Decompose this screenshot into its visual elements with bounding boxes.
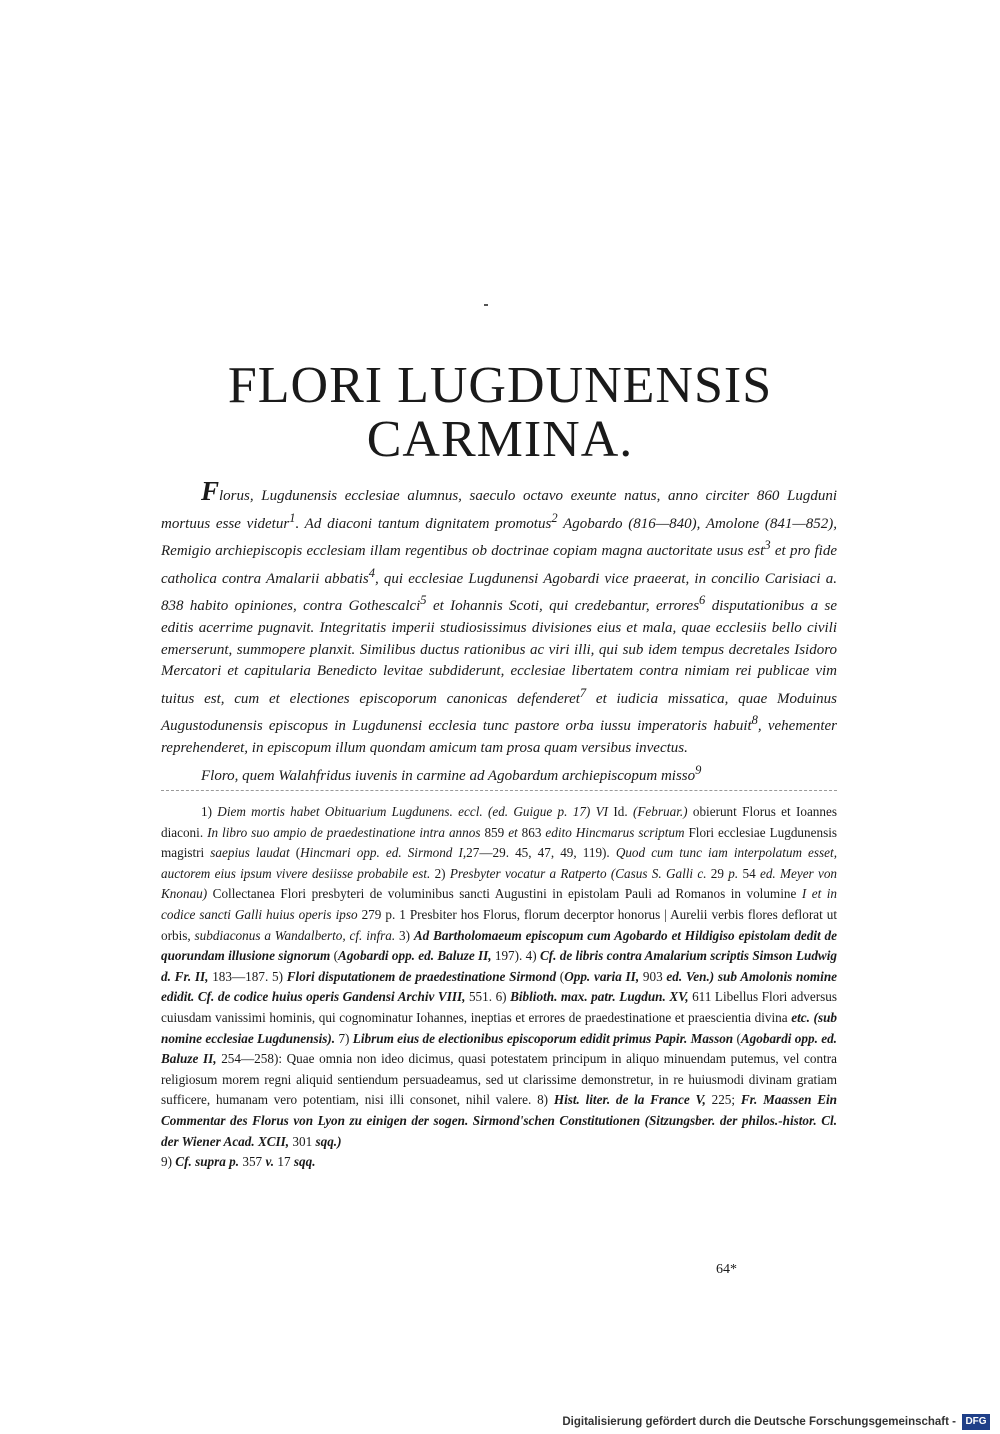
footnote-text: 551.: [465, 989, 493, 1005]
footnote-number: 6): [492, 989, 511, 1005]
introduction: [161, 476, 838, 787]
footnote-text: 54: [738, 865, 760, 881]
footnote-text: Collectanea Flori presbyteri de voluminibus sancti Augustini in epistolam Pauli ad Romanos in volumine: [207, 886, 802, 902]
drop-initial: F: [201, 476, 220, 506]
footnote-text: Cf. de libris contra Amalarium scriptis Simson Ludwig d. Fr. II,: [161, 948, 837, 984]
footnote-text: obierunt Florus et Ioannes diaconi.: [161, 804, 837, 840]
footnote-text: subdiaconus a Wandalberto, cf. infra.: [194, 927, 396, 943]
footnote-text: Diem mortis habet Obituarium Lugdunens. eccl. (ed. Guigue p. 17) VI: [217, 804, 609, 819]
footnote-text: Biblioth. max. patr. Lugdun. XV,: [510, 989, 689, 1005]
footnote-ref[interactable]: 4: [368, 565, 375, 580]
footnote-text: sqq.): [315, 1133, 342, 1149]
footnote-number: 9): [161, 1154, 176, 1170]
footnote-text: 254—258): Quae omnia non ideo dicimus, quasi potestatem principum in aliquo minuendam putemus, vel contra religiosum morem regni aliquid sentiendum persuadeamus, sed ut clarissime demonstretur, in re huiusmodi divinam gratiam sufficere, humanam vero potentiam, nisi illi consonet, nihil valere.: [161, 1051, 837, 1108]
footnote-text: 357: [239, 1154, 266, 1170]
footnote-text: Flori disputationem de praedestinatione Sirmond: [286, 968, 557, 984]
digitization-credit: Digitalisierung gefördert durch die Deutsche Forschungsgemeinschaft -: [562, 1416, 956, 1428]
footnote-text: et: [508, 824, 518, 840]
stray-mark: [484, 304, 488, 306]
intro-text: lorus, Lugdunensis ecclesiae alumnus, saeculo octavo exeunte natus, anno circiter 860 Lugduni mortuus esse videtur: [161, 488, 837, 532]
footnote-9: [161, 1152, 837, 1173]
footnote-text: sqq.: [293, 1154, 316, 1170]
footnote-text: v.: [265, 1154, 275, 1170]
footnote-number: 2): [430, 865, 450, 881]
footnote-text: Cf. supra p.: [175, 1154, 240, 1170]
intro-text: et Iohannis Scoti, qui credebantur, errores: [426, 598, 700, 615]
footnote-text: Hist. liter. de la France V,: [553, 1092, 706, 1108]
footnote-text: Librum eius de electionibus episcoporum edidit primus Papir. Masson: [352, 1030, 734, 1046]
footnote-ref[interactable]: 6: [699, 593, 706, 608]
footnote-text: (: [556, 968, 565, 984]
footnote-text: 29: [706, 865, 729, 881]
footnote-ref[interactable]: 7: [579, 685, 587, 700]
footnote-number: 7): [335, 1030, 353, 1046]
footnote-ref[interactable]: 3: [764, 538, 771, 553]
signature-mark: 64*: [716, 1262, 737, 1277]
footnote-number: 5): [268, 968, 287, 984]
footnote-text: 903: [639, 968, 667, 984]
footnote-text: 863: [517, 824, 546, 840]
footnote-number: 3): [395, 927, 414, 943]
footnote-text: Agobardi opp. ed. Baluze II,: [161, 1030, 837, 1067]
intro-text: et iudicia missatica, quae Moduinus Augustodunensis episcopus in Lugdunensi ecclesia tunc pastore orba iussu imperatoris habuit: [161, 690, 837, 735]
footnote-ref[interactable]: 8: [751, 713, 758, 728]
footnote-text: ed. Ven.) sub Amolonis nomine edidit. Cf. de codice huius operis Gandensi Archiv VIII,: [161, 968, 838, 1005]
footnote-number: 4): [522, 948, 540, 964]
footnote-text: (: [289, 845, 301, 861]
footnote-ref[interactable]: 2: [551, 510, 558, 525]
intro-paragraph-1: [161, 476, 838, 760]
footnote-ref[interactable]: 1: [289, 510, 296, 525]
footnote-text: Hincmari opp. ed. Sirmond I,: [300, 845, 467, 861]
cut-line-divider: [161, 790, 837, 791]
footnote-text: 225;: [705, 1092, 741, 1108]
footnote-text: etc. (sub nomine ecclesiae Lugdunensis).: [161, 1009, 838, 1046]
footnote-text: ed. Meyer von Knonau): [161, 865, 838, 902]
footnote-text: 183—187.: [208, 968, 269, 984]
footnote-text: Id.: [608, 804, 633, 819]
footnote-number: 1): [201, 804, 218, 819]
footnote-number: 8): [531, 1092, 554, 1108]
footnote-text: Opp. varia II,: [564, 968, 640, 984]
footnote-text: Ad Bartholomaeum episcopum cum Agobardo et Hildigiso epistolam dedit de quorundam illusione signorum: [161, 927, 838, 964]
footnote-text: (Februar.): [632, 804, 688, 819]
footnote-text: 301: [289, 1133, 316, 1149]
footnote-text: In libro suo ampio de praedestinatione intra annos: [207, 824, 481, 840]
title-line-1: FLORI LUGDUNENSIS: [227, 357, 773, 414]
footnote-text: 27—29. 45, 47, 49, 119).: [466, 845, 616, 861]
footnotes-block: [161, 802, 837, 1152]
footnote-text: 859: [480, 824, 509, 840]
footnote-text: Presbyter vocatur a Ratperto (Casus S. Galli c.: [449, 865, 707, 881]
footnote-text: Fr. Maassen Ein Commentar des Florus von Lyon zu einigen der sogen. Sirmond'schen Constitutionen (Sitzungsber. der philos.-histor. Cl. der Wiener Acad. XCII,: [161, 1092, 838, 1149]
footnote-text: 279 p. 1 Presbiter hos Florus, florum decerptor honorus | Aurelii verbis flores deflorat ut orbis,: [161, 906, 837, 943]
footnote-text: 197).: [491, 948, 523, 964]
intro-paragraph-2: [161, 760, 837, 788]
footnote-ref[interactable]: 5: [420, 593, 427, 608]
intro-text: , vehementer reprehenderet, in episcopum illum quondam amicum tam prosa quam versibus invectus.: [161, 718, 837, 756]
footnote-text: 17: [274, 1154, 294, 1170]
footnote-text: 611 Libellus Flori adversus cuiusdam vanissimi hominis, qui cognominatur Iohannes, ineptias et errores de praedestinatione et praescientia divina: [161, 989, 837, 1025]
intro-text: . Ad diaconi tantum dignitatem promotus: [295, 515, 552, 532]
intro-text: Agobardo (816—840), Amolone (841—852), Remigio archiepiscopis ecclesiam illam regentibus ob doctrinae copiam magna auctoritate usus est: [161, 515, 837, 560]
footnote-ref[interactable]: 9: [695, 762, 702, 777]
footnote-text: Quod cum tunc iam interpolatum esset, auctorem eius ipsum vivere desiisse probabile est.: [161, 845, 837, 881]
footnote-text: (: [330, 948, 339, 964]
footnote-text: Agobardi opp. ed. Baluze II,: [338, 948, 492, 964]
footnote-text: saepius laudat: [210, 845, 290, 861]
footnote-text: p.: [728, 865, 739, 881]
footnote-text: I et in codice sancti Galli huius operis ipso: [161, 886, 837, 922]
intro-text: Floro, quem Walahfridus iuvenis in carmine ad Agobardum archiepiscopum misso: [201, 767, 696, 784]
footnotes: [161, 802, 837, 1173]
intro-text: disputationibus a se editis acerrime pugnavit. Integritatis imperii studiosissimus divisiones eius et mala, quae ecclesiis bello civili emerserunt, summopere planxit. Similibus ductus rationibus ac viri illi, qui sub idem tempus decretales Isidoro Mercatori et capitularia Benedicto levitae subdiderunt, ecclesiae libertatem contra nimiam rei publicae vim tuitus est, cum et electiones episcoporum canonicas defenderet: [161, 598, 837, 707]
intro-text: , qui ecclesiae Lugdunensi Agobardi vice praeerat, in concilio Carisiaci a. 838 habito opiniones, contra Gothescalci: [161, 570, 837, 615]
footnote-text: edito Hincmarus scriptum: [545, 824, 685, 840]
footnote-text: (: [733, 1030, 741, 1046]
dfg-logo[interactable]: DFG: [962, 1414, 990, 1430]
footnote-text: Flori ecclesiae Lugdunensis magistri: [161, 824, 837, 861]
title-line-2: CARMINA.: [366, 411, 634, 468]
intro-text: et pro fide catholica contra Amalarii abbatis: [161, 543, 838, 587]
